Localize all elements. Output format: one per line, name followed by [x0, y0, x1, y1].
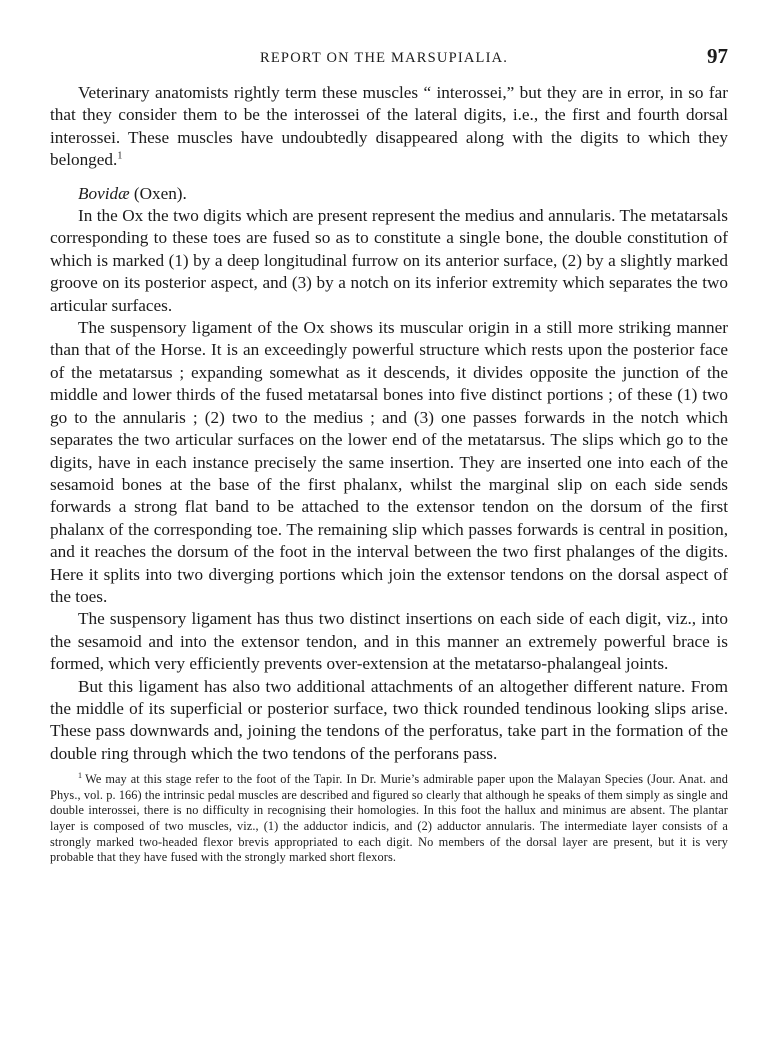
section-heading-common-name: (Oxen).: [133, 183, 187, 203]
paragraph-interossei: [50, 82, 728, 172]
paragraph-suspensory-ligament: The suspensory ligament of the Ox shows its muscular origin in a still more striking manner than that of the Horse. It is an exceedingly powerful structure which rests upon the posterior face of the metatarsus ; expanding somewhat as it descends, it divides opposite the junction of the middle and lower thirds of the fused metatarsal bones into five distinct portions ; of these (1) two go to the annularis ; (2) two to the medius ; and (3) one passes forwards in the notch which separates the two articular surfaces on the lower end of the metatarsus. The slips which go to the digits, have in each instance precisely the same insertion. They are inserted one into each of the sesamoid bones at the base of the first phalanx, whilst the marginal slip on each side sends forwards a strong flat band to be attached to the extensor tendon on the dorsum of the first phalanx of the corresponding toe. The remaining slip which passes forwards is central in position, and it reaches the dorsum of the foot in the interval between the two first phalanges of the digits. Here it splits into two diverging portions which join the extensor tendons on the dorsal aspect of the toes.: [50, 318, 728, 606]
section-heading-family: Bovidæ: [78, 183, 130, 203]
paragraph-additional-attachments: But this ligament has also two additional attachments of an altogether different nature. From the middle of its superficial or posterior surface, two thick rounded tendinous looking slips arise. These pass downwards and, joining the tendons of the perforatus, take part in the formation of the double ring through which the two tendons of the perforans pass.: [50, 676, 728, 763]
footnote-text: We may at this stage refer to the foot of the Tapir. In Dr. Murie’s admirable paper upon the Malayan Species (Jour. Anat. and Phys., vol. p. 166) the intrinsic pedal muscles are described and figured so clearly that although he speaks of them simply as single and double interossei, there is no difficulty in recognising their homologies. In this foot the hallux and minimus are absent. The plantar layer is composed of two muscles, viz., (1) the adductor indicis, and (2) adductor annularis. The intermediate layer consists of a strongly marked two-headed flexor brevis appropriated to each digit. No members of the dorsal layer are present, but it is very probable that they have fused with the strongly marked short flexors.: [50, 772, 728, 865]
footnote-marker: 1: [78, 771, 83, 781]
paragraph-interossei-text: Veterinary anatomists rightly term these muscles “ interossei,” but they are in error, in so far that they consider them to be the interossei of the lateral digits, i.e., the first and fourth dorsal interossei. These muscles have undoubtedly disappeared along with the digits to which they belonged.: [50, 83, 728, 170]
body-text: [50, 82, 728, 765]
paragraph-ox-digits: In the Ox the two digits which are present represent the medius and annularis. The metatarsals corresponding to these toes are fused so as to constitute a single bone, the double constitution of which is marked (1) by a deep longitudinal furrow on its anterior surface, (2) by a slightly marked groove on its posterior aspect, and (3) by a notch on its inferior extremity which separates the two articular surfaces.: [50, 206, 728, 315]
page-header: [50, 42, 728, 82]
footnote-reference: 1: [117, 150, 123, 162]
section-heading-bovidae: [50, 183, 728, 205]
page-number: 97: [707, 44, 728, 68]
footnote: [50, 772, 728, 866]
paragraph-insertions: The suspensory ligament has thus two distinct insertions on each side of each digit, viz., into the sesamoid and into the extensor tendon, and in this manner an extremely powerful brace is formed, which very efficiently prevents over-extension at the metatarso-phalangeal joints.: [50, 609, 728, 674]
running-head: REPORT ON THE MARSUPIALIA.: [260, 50, 509, 66]
